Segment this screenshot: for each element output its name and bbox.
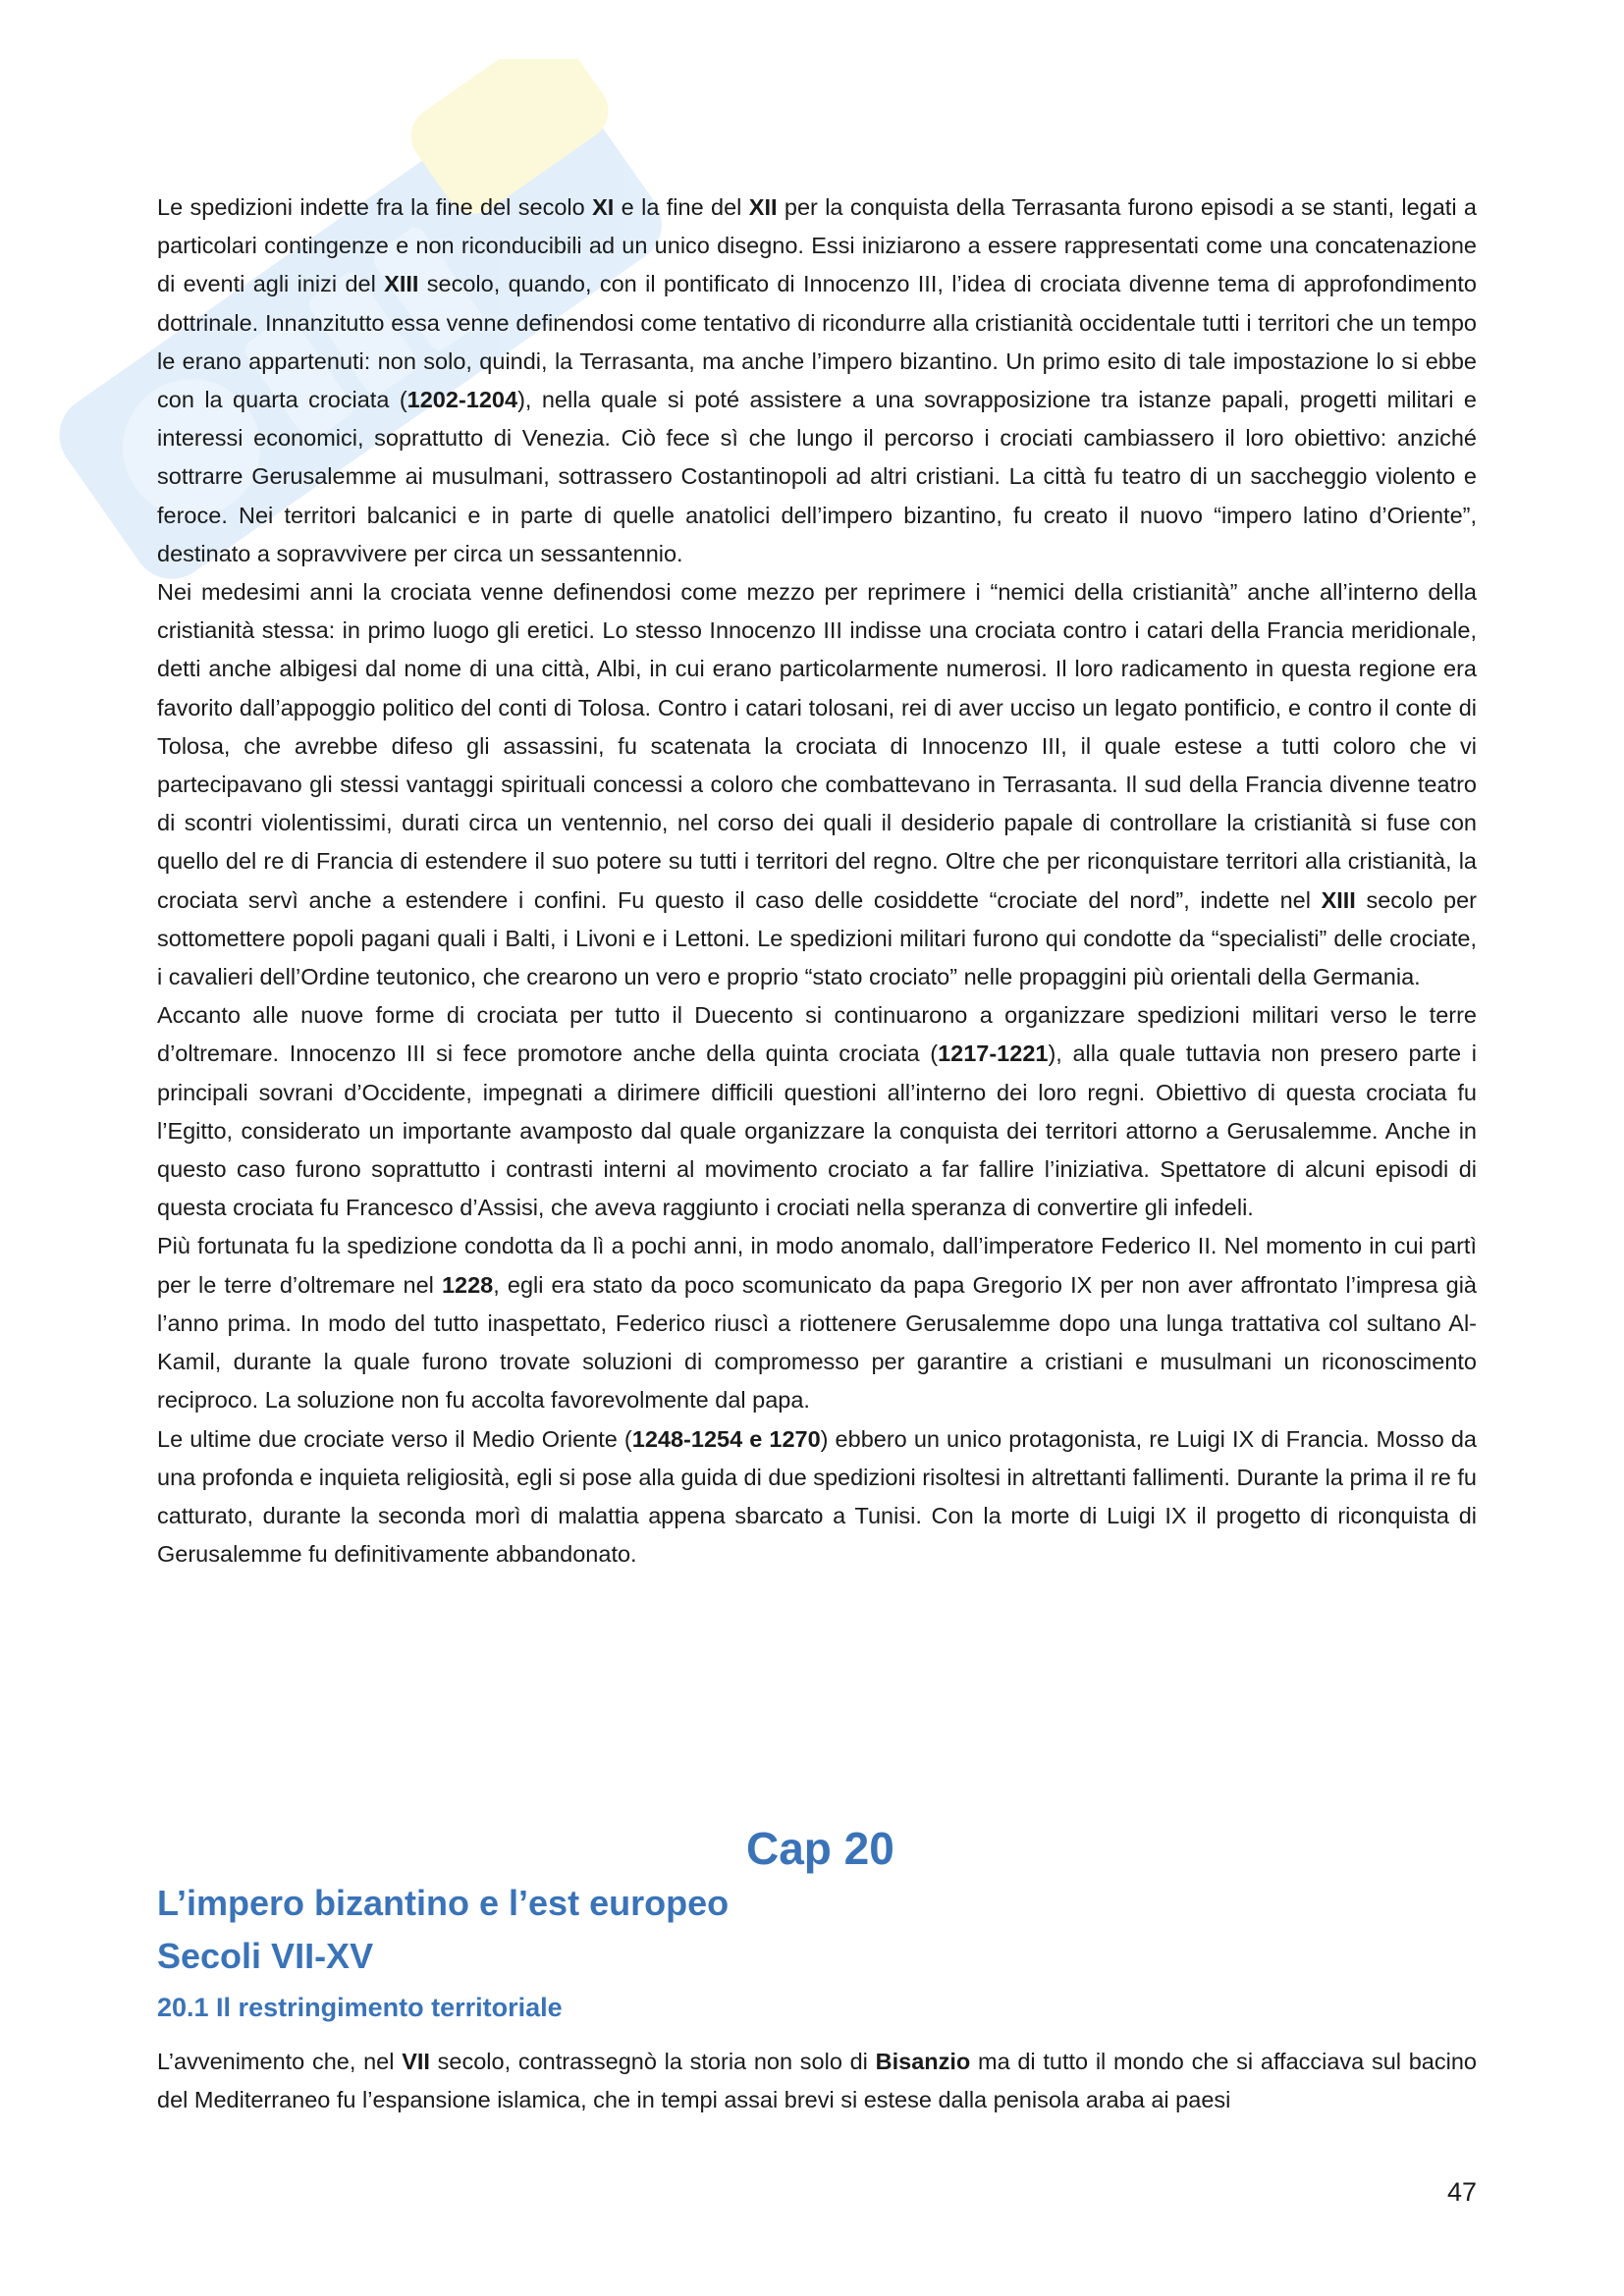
chapter-title: L’impero bizantino e l’est europeo (157, 1883, 730, 1923)
text-run: secolo, quando, con il pontificato di Innocenzo III, l’idea di crociata divenne tema di approfondimento dottrinale. Innanzitutto essa venne definendosi come tentativo di ricondurre alla cristianità occidentale tutti i territori che un tempo le erano appartenuti: non solo, quindi, la Terrasanta, ma anche l’impero bizantino. Un primo esito di tale impostazione lo si ebbe con la quarta crociata ( (157, 271, 1477, 413)
bold-text-run: Bisanzio (875, 2049, 971, 2074)
text-run: ), nella quale si poté assistere a una sovrapposizione tra istanze papali, progetti militari e interessi economici, soprattutto di Venezia. Ciò fece sì che lungo il percorso i crociati cambiassero il loro obiettivo: anziché sottrarre Gerusalemme ai musulmani, sottrassero Costantinopoli ad altri cristiani. La città fu teatro di un saccheggio violento e feroce. Nei territori balcanici e in parte di quelle anatolici dell’impero bizantino, fu creato il nuovo “impero latino d’Oriente”, destinato a sopravvivere per circa un sessantennio. (157, 387, 1477, 566)
text-run: L’avvenimento che, nel (157, 2049, 403, 2074)
text-run: secolo, contrassegnò la storia non solo di (429, 2049, 876, 2074)
paragraph (157, 996, 1477, 1227)
bold-text-run: 1202-1204 (406, 387, 518, 413)
bold-text-run: XI (592, 194, 615, 220)
paragraph (157, 2043, 1477, 2119)
bold-text-run: XII (748, 194, 778, 220)
text-run: ma di tutto il mondo che si affacciava sul bacino del Mediterraneo fu l’espansione islamica, che in tempi assai brevi si estese dalla penisola araba ai paesi (157, 2049, 1477, 2113)
text-run: Le spedizioni indette fra la fine del secolo (157, 194, 593, 220)
text-run: per la conquista della Terrasanta furono episodi a se stanti, legati a particolari contingenze e non riconducibili ad un unico disegno. Essi iniziarono a essere rappresentati come una concatenazione di eventi agli inizi del (157, 194, 1477, 297)
text-run: ), alla quale tuttavia non presero parte i principali sovrani d’Occidente, impegnati a dirimere difficili questioni all’interno dei loro regni. Obiettivo di questa crociata fu l’Egitto, considerato un importante avamposto dal quale organizzare la conquista dei territori attorno a Gerusalemme. Anche in questo caso furono soprattutto i contrasti interni al movimento crociato a far fallire l’iniziativa. Spettatore di alcuni episodi di questa crociata fu Francesco d’Assisi, che aveva raggiunto i crociati nella speranza di convertire gli infedeli. (157, 1041, 1477, 1221)
text-run: e la fine del (614, 194, 749, 220)
text-run: Nei medesimi anni la crociata venne definendosi come mezzo per reprimere i “nemici della cristianità” anche all’interno della cristianità stessa: in primo luogo gli eretici. Lo stesso Innocenzo III indisse una crociata contro i catari della Francia meridionale, detti anche albigesi dal nome di una città, Albi, in cui erano particolarmente numerosi. Il loro radicamento in questa regione era favorito dall’appoggio politico del conti di Tolosa. Contro i catari tolosani, rei di aver ucciso un legato pontificio, e contro il conte di Tolosa, che avrebbe difeso gli assassini, fu scatenata la crociata di Innocenzo III, il quale estese a tutti coloro che vi partecipavano gli stessi vantaggi spirituali concessi a coloro che combattevano in Terrasanta. Il sud della Francia divenne teatro di scontri violentissimi, durati circa un ventennio, nel corso dei quali il desiderio papale di controllare la cristianità si fuse con quello del re di Francia di estendere il suo potere su tutti i territori del regno. Oltre che per riconquistare territori alla cristianità, la crociata servì anche a estendere i confini. Fu questo il caso delle cosiddette “crociate del nord”, indette nel (157, 579, 1477, 913)
paragraph (157, 1227, 1477, 1419)
bold-text-run: 1228 (441, 1271, 494, 1298)
paragraph (157, 1420, 1477, 1575)
text-run: secolo per sottomettere popoli pagani quali i Balti, i Livoni e i Lettoni. Le spedizioni militari furono qui condotte da “specialisti” delle crociate, i cavalieri dell’Ordine teutonico, che crearono un vero e proprio “stato crociato” nelle propaggini più orientali della Germania. (157, 886, 1477, 990)
section-title: 20.1 Il restringimento territoriale (157, 1993, 563, 2022)
section-intro (157, 2043, 1477, 2119)
bold-text-run: 1248-1254 e 1270 (631, 1425, 821, 1452)
body-text (157, 188, 1477, 1574)
chapter-number: Cap 20 (746, 1823, 894, 1874)
chapter-subtitle: Secoli VII-XV (157, 1936, 374, 1976)
paragraph (157, 188, 1477, 573)
bold-text-run: XIII (1321, 886, 1356, 913)
bold-text-run: XIII (384, 271, 419, 297)
text-run: Accanto alle nuove forme di crociata per tutto il Duecento si continuarono a organizzare spedizioni militari verso le terre d’oltremare. Innocenzo III si fece promotore anche della quinta crociata ( (157, 1002, 1477, 1067)
bold-text-run: VII (402, 2049, 430, 2074)
text-run: Le ultime due crociate verso il Medio Oriente ( (157, 1425, 632, 1452)
text-run: , egli era stato da poco scomunicato da papa Gregorio IX per non aver affrontato l’impresa già l’anno prima. In modo del tutto inaspettato, Federico riuscì a riottenere Gerusalemme dopo una lunga trattativa col sultano Al-Kamil, durante la quale furono trovate soluzioni di compromesso per garantire a cristiani e musulmani un riconoscimento reciproco. La soluzione non fu accolta favorevolmente dal papa. (157, 1271, 1477, 1414)
bold-text-run: 1217-1221 (938, 1041, 1049, 1067)
text-run: ) ebbero un unico protagonista, re Luigi IX di Francia. Mosso da una profonda e inquieta religiosità, egli si pose alla guida di due spedizioni risoltesi in altrettanti fallimenti. Durante la prima il re fu catturato, durante la seconda morì di malattia appena sbarcato a Tunisi. Con la morte di Luigi IX il progetto di riconquista di Gerusalemme fu definitivamente abbandonato. (157, 1425, 1477, 1568)
text-run: Più fortunata fu la spedizione condotta da lì a pochi anni, in modo anomalo, dall’imperatore Federico II. Nel momento in cui partì per le terre d’oltremare nel (157, 1233, 1477, 1298)
page-number: 47 (1446, 2177, 1477, 2207)
paragraph (157, 573, 1477, 996)
